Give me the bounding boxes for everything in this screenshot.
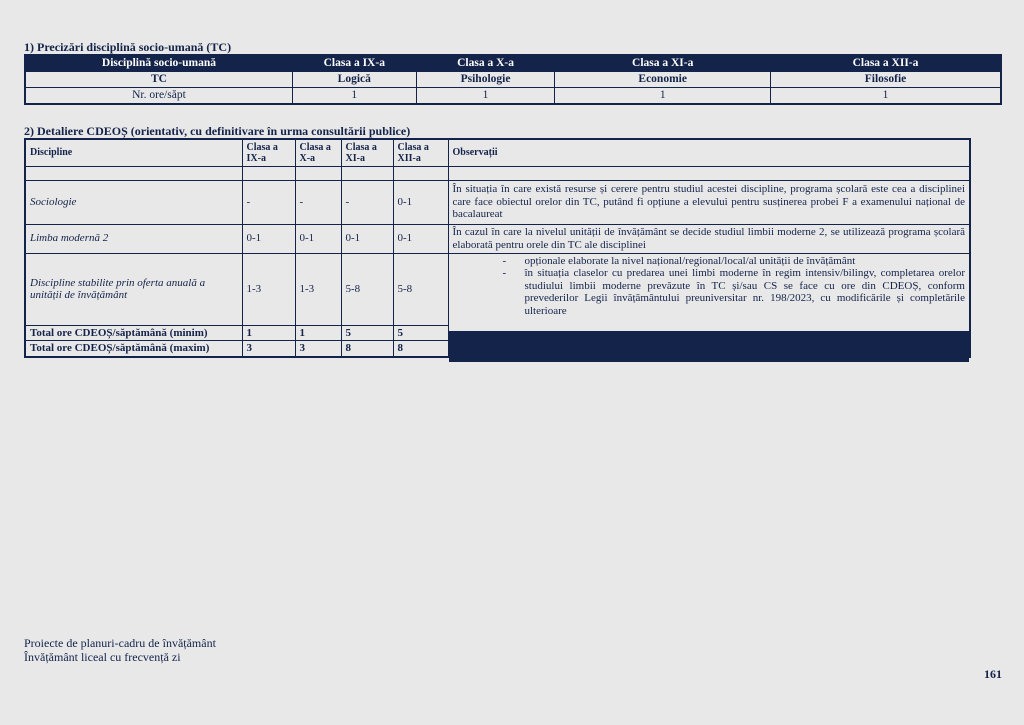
list-item: - opționale elaborate la nivel național/regional/local/al unității de învățământ xyxy=(453,255,966,268)
table-cell: - xyxy=(295,180,341,224)
table-cell: Psihologie xyxy=(416,72,555,88)
table-row xyxy=(25,253,970,325)
table-cell: Economie xyxy=(555,72,771,88)
table-cell: 5 xyxy=(393,325,448,341)
header-cell: Observații xyxy=(448,139,970,166)
table-row xyxy=(25,88,1001,105)
header-cell: Discipline xyxy=(25,139,242,166)
total-label: Total ore CDEOȘ/săptămână (maxim) xyxy=(25,341,242,357)
list-item: - în situația claselor cu predarea unei limbi moderne în regim intensiv/bilingv, completarea orelor studiului limbii moderne prevăzute în TC și/sau CS se face cu ore din CDEOȘ, conform prevederilor Legii învățământului preuniversitar nr. 198/2023, cu modificările și completările ulterioare xyxy=(453,267,966,317)
section2-title: 2) Detaliere CDEOȘ (orientativ, cu definitivare în urma consultării publice) xyxy=(24,124,411,138)
page-number: 161 xyxy=(984,667,1002,681)
header-cell: Clasa a X-a xyxy=(416,55,555,72)
observation-cell: În situația în care există resurse și cerere pentru studiul acestei discipline, programa școlară este cea a disciplinei care face obiectul orelor din TC, putând fi opțiune a elevului pentru susținerea probei F a examenului național de bacalaureat xyxy=(448,180,970,224)
table-cell: - xyxy=(341,180,393,224)
header-cell: Clasa a IX-a xyxy=(242,139,295,166)
table-cell: 1 xyxy=(770,88,1001,105)
table-row xyxy=(25,224,970,253)
table-cell: 1 xyxy=(242,325,295,341)
table-row xyxy=(25,180,970,224)
socio-humanities-table xyxy=(24,54,1002,105)
table-cell: 3 xyxy=(295,341,341,357)
table-cell: - xyxy=(242,180,295,224)
table-cell: 5-8 xyxy=(341,253,393,325)
table-cell: 5-8 xyxy=(393,253,448,325)
table-row xyxy=(25,72,1001,88)
table-cell: 1 xyxy=(295,325,341,341)
dark-fill-block xyxy=(449,331,969,362)
table-spacer-row xyxy=(25,166,970,180)
footer-line: Proiecte de planuri-cadru de învățământ xyxy=(24,636,216,650)
table-cell: 1 xyxy=(416,88,555,105)
header-cell: Disciplină socio-umană xyxy=(25,55,292,72)
table-header-row xyxy=(25,139,970,166)
observation-cell: În cazul în care la nivelul unității de învățământ se decide studiul limbii moderne 2, se utilizează programa școlară elaborată pentru orele din TC ale disciplinei xyxy=(448,224,970,253)
table-cell: 0-1 xyxy=(393,224,448,253)
table-cell: 1-3 xyxy=(295,253,341,325)
total-label: Total ore CDEOȘ/săptămână (minim) xyxy=(25,325,242,341)
header-cell: Clasa a X-a xyxy=(295,139,341,166)
table-cell: Logică xyxy=(292,72,416,88)
discipline-name: Limba modernă 2 xyxy=(25,224,242,253)
table-cell: Filosofie xyxy=(770,72,1001,88)
header-cell: Clasa a XII-a xyxy=(393,139,448,166)
table-cell: Nr. ore/săpt xyxy=(25,88,292,105)
header-cell: Clasa a XII-a xyxy=(770,55,1001,72)
observation-list xyxy=(453,255,966,318)
table-cell: 1-3 xyxy=(242,253,295,325)
table-cell: 0-1 xyxy=(393,180,448,224)
table-cell: 0-1 xyxy=(341,224,393,253)
page-footer xyxy=(24,636,216,664)
table-cell: 8 xyxy=(393,341,448,357)
table-cell: 0-1 xyxy=(242,224,295,253)
header-cell: Clasa a XI-a xyxy=(341,139,393,166)
table-cell: 8 xyxy=(341,341,393,357)
discipline-name: Sociologie xyxy=(25,180,242,224)
table-cell: 3 xyxy=(242,341,295,357)
table-cell: 5 xyxy=(341,325,393,341)
header-cell: Clasa a IX-a xyxy=(292,55,416,72)
discipline-name: Discipline stabilite prin oferta anuală a unității de învățământ xyxy=(25,253,242,325)
footer-line: Învățământ liceal cu frecvență zi xyxy=(24,650,181,664)
table-header-row xyxy=(25,55,1001,72)
table-cell: 1 xyxy=(555,88,771,105)
table-cell: 1 xyxy=(292,88,416,105)
section1-title: 1) Precizări disciplină socio-umană (TC) xyxy=(24,40,232,54)
cdeos-table xyxy=(24,138,971,358)
table-cell: 0-1 xyxy=(295,224,341,253)
header-cell: Clasa a XI-a xyxy=(555,55,771,72)
table-cell: TC xyxy=(25,72,292,88)
